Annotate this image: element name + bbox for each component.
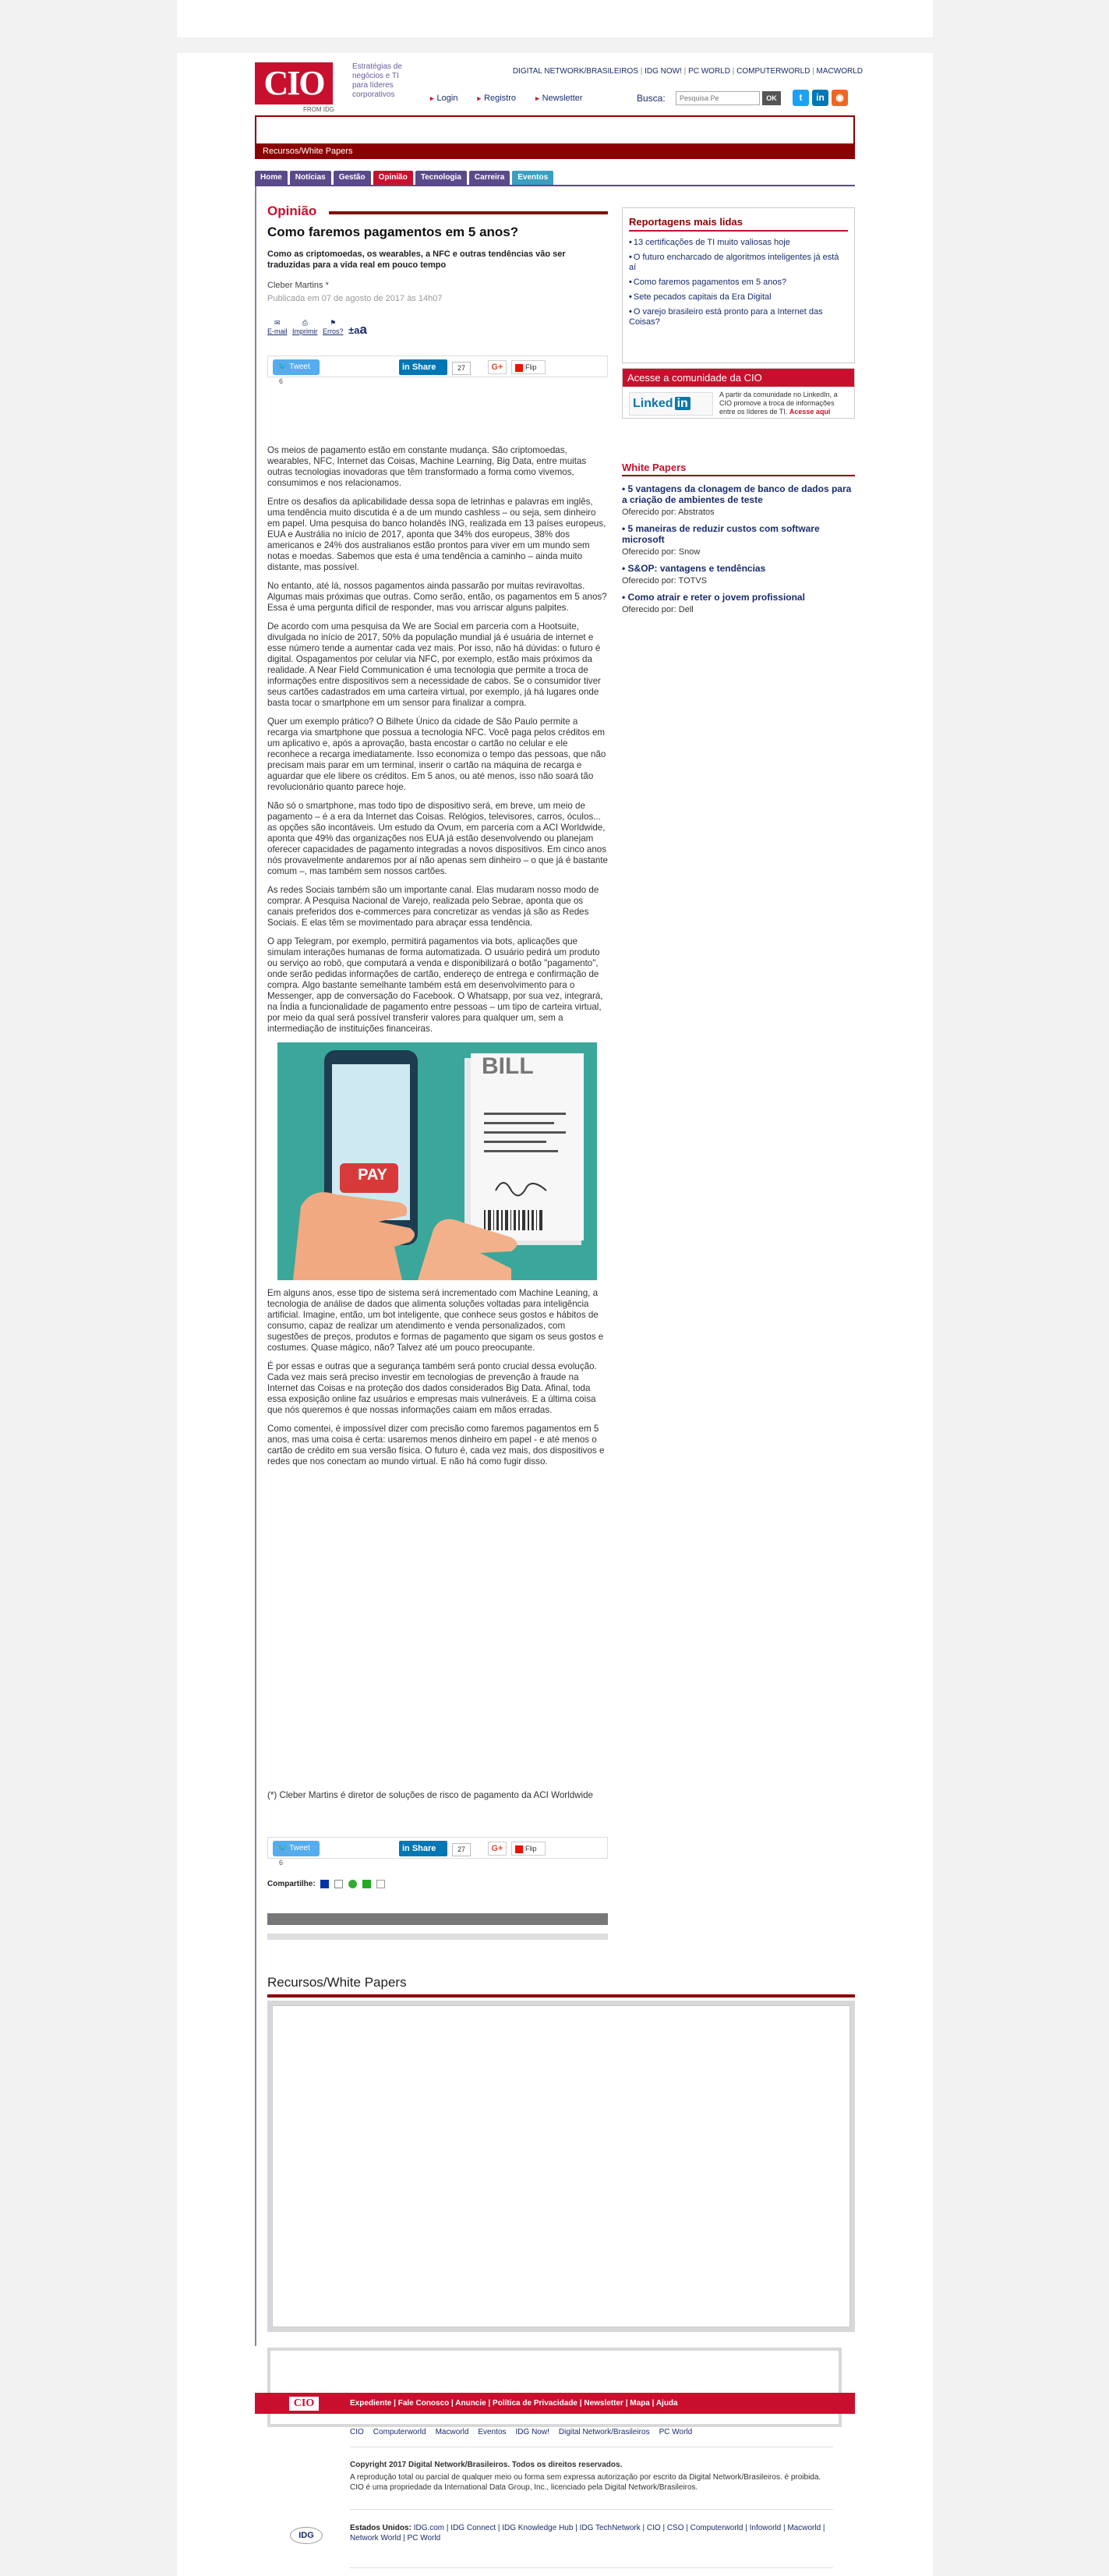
footer-bar <box>255 2393 855 2414</box>
article-paragraph: É por essas e outras que a segurança também será ponto crucial dessa evolução. Cada vez mais será preciso investir em tecnologias de prevenção à fraude na Internet das Coisas e na proteção dos dados considerados Big Data. Afinal, toda essa exposição online faz usuários e empresas mais vulneráveis. E a última coisa que nós queremos é que nossas informações caiam em mãos erradas. <box>267 1361 597 1415</box>
share-links <box>267 1880 385 1888</box>
logo-mark: CIO <box>255 62 333 104</box>
article-subtitle: Como as criptomoedas, os wearables, a NFC e outras tendências vão ser traduzidas para a vida real em pouco tempo <box>267 249 566 270</box>
print-tool[interactable]: ⎙ Imprimir <box>292 319 318 335</box>
search-input[interactable] <box>676 91 760 105</box>
linkedin-count: 27 <box>452 1843 471 1856</box>
twitter-icon: 🐦 <box>277 363 288 371</box>
article-title: Como faremos pagamentos em 5 anos? <box>267 225 519 239</box>
print-icon[interactable] <box>376 1880 385 1888</box>
white-paper-item[interactable]: • S&OP: vantagens e tendências Oferecido por: TOTVS <box>622 563 766 586</box>
share-label: Compartilhe: <box>267 1880 316 1889</box>
search-button[interactable]: OK <box>762 91 781 105</box>
share-bar-bottom <box>267 1837 608 1867</box>
tab-tecnologia[interactable]: Tecnologia <box>415 171 467 185</box>
us-links[interactable]: IDG.com | IDG Connect | IDG Knowledge Hub | IDG TechNetwork | CIO | CSO | Computerworld | Infoworld | Macworld | Network World | PC World <box>350 2524 825 2542</box>
light-divider <box>267 1934 608 1940</box>
white-paper-item[interactable]: • 5 vantagens da clonagem de banco de dados para a criação de ambientes de teste Oferecido por: Abstratos <box>622 483 852 517</box>
article-paragraph: No entanto, até lá, nossos pagamentos ainda passarão por muitas reviravoltas. Algumas mais próximas que outras. Como serão, então, os pagamentos em 5 anos? Essa é uma pergunta difícil de responder, mas vou arriscar alguns palpites. <box>267 581 607 613</box>
article-paragraph: As redes Sociais também são um importante canal. Elas mudaram nosso modo de comprar. A Pesquisa Nacional de Varejo, realizada pelo Sebrae, aponta que os canais preferidos dos e-commerces para concretizar as vendas já são as Redes Sociais. E elas têm se movimentado para abraçar essa tendência. <box>267 885 599 928</box>
nav-underline <box>255 185 855 186</box>
left-border <box>255 186 256 2346</box>
footer-nav-link[interactable]: PC World <box>659 2428 693 2436</box>
pub-link[interactable]: PC WORLD <box>688 67 730 76</box>
bill-label: BILL <box>482 1053 534 1079</box>
footer-nav-link[interactable]: IDG Now! <box>515 2428 549 2436</box>
tab-gestao[interactable]: Gestão <box>334 171 371 185</box>
pub-link[interactable]: MACWORLD <box>816 67 863 76</box>
google-icon[interactable] <box>334 1880 343 1888</box>
most-read-item[interactable]: • O futuro encharcado de algoritmos inteligentes já está aí <box>629 253 839 272</box>
tab-opiniao[interactable]: Opinião <box>373 171 413 185</box>
flag-icon: ⚑ <box>330 319 337 327</box>
print-icon: ⎙ <box>302 319 308 327</box>
tab-home[interactable]: Home <box>255 171 288 185</box>
community-text: A partir da comunidade no LinkedIn, a CIO promove a troca de informações entre os líderes de TI. Acesse aqui <box>719 391 838 416</box>
author-footnote: (*) Cleber Martins é diretor de soluções de risco de pagamento da ACI Worldwide <box>267 1790 594 1800</box>
article-author: Cleber Martins * <box>267 281 329 290</box>
flipboard-icon <box>515 364 523 372</box>
arrow-icon: ▸ <box>477 94 482 102</box>
flip-button[interactable]: Flip <box>511 360 546 374</box>
gray-divider <box>267 1913 608 1925</box>
email-tool[interactable]: ✉ E-mail <box>267 319 288 335</box>
tweet-count: 6 <box>279 1859 284 1867</box>
cio-logo[interactable] <box>255 62 334 115</box>
rss-icon[interactable]: ◉ <box>832 90 848 106</box>
article-tools <box>267 319 392 338</box>
white-papers-list <box>622 483 855 621</box>
us-label: Estados Unidos: <box>350 2524 411 2532</box>
footer-nav-link[interactable]: CIO <box>350 2428 364 2436</box>
pub-link[interactable]: COMPUTERWORLD <box>736 67 811 76</box>
newsletter-link[interactable]: ▸ Newsletter <box>535 94 583 103</box>
article-paragraph: Em alguns anos, esse tipo de sistema será incrementado com Machine Leaning, a tecnologia de análise de dados que alimenta soluções voltadas para inteligência artificial. Imagine, então, um bot inteligente, que conhece seus gostos e hábitos de consumo, capaz de realizar um atendimento e venda personalizados, com sugestões de preços, produtos e formas de pagamento que sigam os seus gostos e costumes. Quase mágico, não? Talvez até um pouco preocupante. <box>267 1288 604 1353</box>
payment-illustration <box>277 1042 597 1280</box>
tab-eventos[interactable]: Eventos <box>512 171 553 185</box>
pub-link[interactable]: DIGITAL NETWORK/BRASILEIROS <box>512 67 638 76</box>
white-paper-item[interactable]: • 5 maneiras de reduzir custos com software microsoft Oferecido por: Snow <box>622 523 820 557</box>
footer-nav <box>350 2428 701 2436</box>
footer-nav-link[interactable]: Computerworld <box>373 2428 426 2436</box>
article-paragraph: Não só o smartphone, mas todo tipo de dispositivo será, em breve, um meio de pagamento – é a era da Internet das Coisas. Relógios, televisores, carros, óculos... as opções são incontáveis. Um estudo da Ovum, em parceria com a ACI Worldwide, aponta que 49% das organizações nos EUA já estão desenvolvendo ou planejam oferecer capacidades de pagamento integradas a novos dispositivos. Em cinco anos nós provavelmente andaremos por aí não apenas sem dinheiro – o que já é bastante comum –, mas também sem nossos cartões. <box>267 801 608 876</box>
section-divider <box>329 211 608 214</box>
tab-noticias[interactable]: Notícias <box>290 171 331 185</box>
footer-links[interactable]: Expediente | Fale Conosco | Anuncie | Política de Privacidade | Newsletter | Mapa | Ajuda <box>350 2399 678 2408</box>
tweet-button[interactable]: 🐦 Tweet <box>273 359 320 375</box>
resources-divider <box>267 1994 855 1997</box>
footer-divider <box>350 2509 833 2510</box>
pub-link[interactable]: IDG NOW! <box>645 67 682 76</box>
footer-logo[interactable]: CIO <box>289 2397 319 2411</box>
share-bar-top <box>267 356 608 385</box>
footer-divider <box>350 2567 833 2568</box>
article-paragraph: De acordo com uma pesquisa da We are Social em parceria com a Hootsuite, divulgada no início de 2017, 50% da população mundial já é usuária de internet e esse número tende a aumentar cada vez mais. Por isso, não há dúvidas: o futuro é digital. Ospagamentos por celular via NFC, por exemplo, estão mais próximos da realidade. A Near Field Communication é uma tecnologia que permite a troca de informações entre dispositivos sem a necessidade de cabos. Se o consumidor tiver seus cartões cadastrados em uma carteira virtual, por exemplo, já há lugares onde basta tocar o smartphone em um sensor para finalizar a compra. <box>267 621 601 708</box>
technorati-icon[interactable] <box>348 1880 357 1888</box>
linkedin-logo[interactable]: Linked in <box>629 392 713 416</box>
arrow-icon: ▸ <box>535 94 539 102</box>
publication-nav: DIGITAL NETWORK/BRASILEIROS | IDG NOW! | PC WORLD | COMPUTERWORLD | MACWORLD <box>512 67 863 76</box>
main-nav <box>255 171 556 185</box>
flip-button[interactable]: Flip <box>511 1842 546 1856</box>
resources-title: Recursos/White Papers <box>267 1975 407 1990</box>
linkedin-count: 27 <box>452 362 471 375</box>
footer-nav-link[interactable]: Eventos <box>478 2428 507 2436</box>
resources-frame <box>267 2001 855 2332</box>
resources-banner[interactable]: Recursos/White Papers <box>255 143 855 159</box>
us-sites <box>350 2523 833 2543</box>
most-read-item[interactable]: • O varejo brasileiro está pronto para a Internet das Coisas? <box>629 307 823 327</box>
community-box <box>622 368 855 419</box>
resources-content <box>272 2005 850 2327</box>
page-container <box>177 53 933 2576</box>
tagline: Estratégias de negócios e TI para líderes corporativos <box>352 62 402 99</box>
article-paragraph: Quer um exemplo prático? O Bilhete Único da cidade de São Paulo permite a recarga via smartphone que possua a tecnologia NFC. Você paga pelos créditos em um aplicativo e, após a aprovação, basta encostar o cartão no celular e ele reconhece a recarga imediatamente. Isso economiza o tempo das pessoas, que não precisam mais parar em um terminal, inserir o cartão na máquina de recarga e aguardar que ele libere os créditos. Em 5 anos, ou até menos, isso não soará tão revolucionário quanto parece hoje. <box>267 717 606 792</box>
top-strip <box>177 0 933 37</box>
footer-nav-link[interactable]: Macworld <box>435 2428 469 2436</box>
delicious-icon[interactable] <box>320 1880 329 1888</box>
tweet-button[interactable]: 🐦 Tweet <box>273 1841 320 1856</box>
white-papers-title: White Papers <box>622 462 855 476</box>
gplus-button[interactable]: G+ <box>488 1842 507 1856</box>
linkedin-icon: in <box>402 1844 410 1853</box>
login-link[interactable]: ▸ Login <box>430 94 458 103</box>
article-paragraph: Entre os desafios da aplicabilidade dessa sopa de letrinhas e palavras em inglês, uma tendência muito discutida é a de um mundo cashless – ou seja, sem dinheiro em papel. Uma pesquisa do banco holandês ING, realizada em 13 países europeus, EUA e Austrália no início de 2017, aponta que 34% dos europeus, 38% dos americanos e 24% dos australianos estão prontos para viver em um mundo sem notas e moedas. Sabemos que esta é uma tendência a caminho – ainda muito distante, mas possível. <box>267 497 606 572</box>
pay-label: PAY <box>358 1166 387 1184</box>
section-label: Opinião <box>267 203 317 218</box>
flipboard-icon <box>515 1845 523 1853</box>
most-read-box <box>622 207 855 363</box>
linkedin-icon[interactable]: in <box>812 90 828 106</box>
bottom-ad-frame <box>267 2348 842 2427</box>
article-paragraph: Os meios de pagamento estão em constante mudança. São criptomoedas, wearables, NFC, Internet das Coisas, Machine Learning, Big Data, entre muitas outras tecnologias inovadoras que têm transformado a forma como vivemos, consumimos e nos relacionamos. <box>267 445 587 488</box>
email-icon: ✉ <box>274 319 281 327</box>
most-read-item[interactable]: • Sete pecados capitais da Era Digital <box>629 292 772 302</box>
article-paragraph: O app Telegram, por exemplo, permitirá pagamentos via bots, aplicações que simulam interações humanas de forma automatizada. O usuário pedirá um produto ou serviço ao robô, que computará a venda e disponibilizará o botão "pagamento", onde serão pedidas informações de cartão, endereço de entrega e confirmação de compra. Algo bastante semelhante também está em desenvolvimento para o Messenger, app de conversação do Facebook. O Whatsapp, por sua vez, integrará, na Índia a funcionalidade de pagamento entre pessoas – um tipo de carteira virtual, por meio da qual será possível transferir valores para qualquer um, sem a intermediação de instituições financeiras. <box>267 936 603 1034</box>
logo-subtitle: FROM IDG <box>303 106 334 113</box>
add-icon[interactable] <box>362 1880 371 1888</box>
twitter-icon[interactable]: t <box>793 90 809 106</box>
gplus-button[interactable]: G+ <box>488 360 507 374</box>
publish-date: Publicada em 07 de agosto de 2017 às 14h07 <box>267 294 443 303</box>
font-size-toggle[interactable]: ±aa <box>348 322 367 337</box>
search-label: Busca: <box>637 93 666 104</box>
article-illustration <box>277 1042 597 1280</box>
linkedin-share-button[interactable]: in Share <box>399 1841 447 1856</box>
tweet-count: 6 <box>279 377 284 385</box>
ad-banner <box>255 115 855 145</box>
community-title: Acesse a comunidade da CIO <box>623 369 854 387</box>
twitter-icon: 🐦 <box>277 1844 288 1852</box>
community-link[interactable]: Acesse aqui <box>789 408 831 416</box>
copyright-title: Copyright 2017 Digital Network/Brasileiros. Todos os direitos reservados. <box>350 2461 623 2469</box>
most-read-title: Reportagens mais lidas <box>629 216 848 232</box>
footer-nav-link[interactable]: Digital Network/Brasileiros <box>558 2428 650 2436</box>
errors-tool[interactable]: ⚑ Erros? <box>323 319 344 335</box>
linkedin-icon: in <box>402 363 410 372</box>
arrow-icon: ▸ <box>430 94 434 102</box>
article-paragraph: Como comentei, é impossível dizer com precisão como faremos pagamentos em 5 anos, mas uma coisa é certa: usaremos menos dinheiro em papel - e até menos o cartão de crédito em sua versão física. O futuro é, cada vez mais, dos dispositivos e redes que nos conectam ao mundo virtual. E não há como fugir disso. <box>267 1424 605 1467</box>
white-paper-item[interactable]: • Como atrair e reter o jovem profissional Oferecido por: Dell <box>622 592 805 614</box>
linkedin-share-button[interactable]: in Share <box>399 359 447 375</box>
idg-logo[interactable]: IDG <box>290 2527 323 2544</box>
most-read-item[interactable]: • Como faremos pagamentos em 5 anos? <box>629 278 787 287</box>
article-body <box>267 445 608 1475</box>
tab-carreira[interactable]: Carreira <box>469 171 510 185</box>
copyright-text: A reprodução total ou parcial de qualquer meio ou forma sem expressa autorização por escrito da Digital Network/Brasileiros. é proibida. CIO é uma propriedade da International Data Group, Inc., licenciado pela Digital Network/Brasileiros. <box>350 2473 821 2492</box>
copyright <box>350 2460 833 2493</box>
register-link[interactable]: ▸ Registro <box>477 94 517 103</box>
most-read-item[interactable]: • 13 certificações de TI muito valiosas hoje <box>629 238 790 247</box>
